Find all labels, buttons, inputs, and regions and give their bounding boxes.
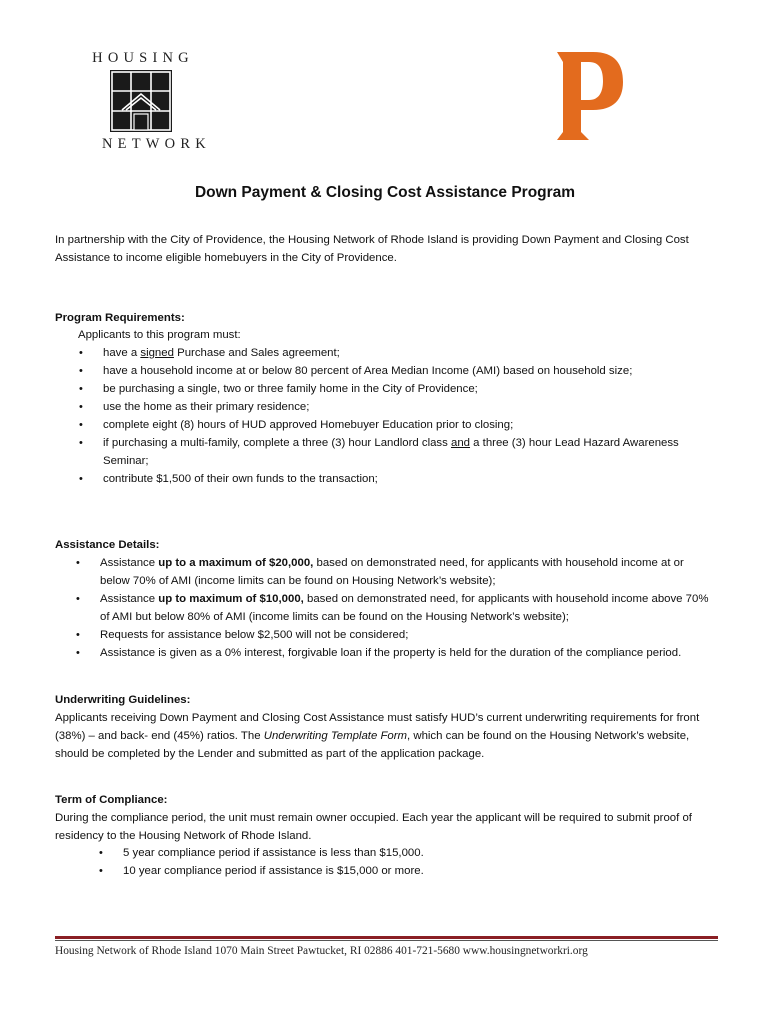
logo-top-text: HOUSING — [92, 50, 194, 66]
footer-divider-thin — [55, 940, 718, 941]
requirements-heading: Program Requirements: — [55, 312, 185, 324]
compliance-heading: Term of Compliance: — [55, 794, 168, 806]
list-item: • use the home as their primary residence; — [103, 398, 713, 416]
logo-house-icon — [110, 70, 172, 132]
compliance-list — [123, 844, 713, 880]
logo-bottom-text: NETWORK — [102, 136, 211, 152]
assistance-heading: Assistance Details: — [55, 539, 160, 551]
list-item: • Assistance up to maximum of $10,000, based on demonstrated need, for applicants with household income above 70% of AMI but below 80% of AMI (income limits can be found on the Housing Network’s website); — [100, 590, 715, 626]
underwriting-heading: Underwriting Guidelines: — [55, 694, 191, 706]
footer-contact: Housing Network of Rhode Island 1070 Main Street Pawtucket, RI 02886 401-721-5680 www.housingnetworkri.org — [55, 945, 588, 957]
footer-divider — [55, 936, 718, 939]
housing-network-logo — [58, 50, 228, 154]
list-item: • Assistance up to a maximum of $20,000, based on demonstrated need, for applicants with household income at or below 70% of AMI (income limits can be found on Housing Network’s website); — [100, 554, 715, 590]
page-title: Down Payment & Closing Cost Assistance Program — [194, 184, 576, 201]
list-item: • Requests for assistance below $2,500 will not be considered; — [100, 626, 715, 644]
intro-paragraph: In partnership with the City of Providence, the Housing Network of Rhode Island is providing Down Payment and Closing Cost Assistance to income eligible homebuyers in the City of Providence. — [55, 234, 689, 264]
list-item: • if purchasing a multi-family, complete a three (3) hour Landlord class and a three (3) hour Lead Hazard Awareness Seminar; — [103, 434, 713, 470]
list-item: • Assistance is given as a 0% interest, forgivable loan if the property is held for the duration of the compliance period. — [100, 644, 715, 662]
list-item: • 10 year compliance period if assistance is $15,000 or more. — [123, 862, 713, 880]
underwriting-paragraph: Applicants receiving Down Payment and Closing Cost Assistance must satisfy HUD’s current underwriting requirements for front (38%) – and back- end (45%) ratios. The Underwriting Template Form, which can be found on the Housing Network’s website, should be completed by the Lender and submitted as part of the application package. — [55, 712, 700, 760]
compliance-paragraph: During the compliance period, the unit must remain owner occupied. Each year the applicant will be required to submit proof of residency to the Housing Network of Rhode Island. — [55, 812, 692, 842]
list-item: • complete eight (8) hours of HUD approved Homebuyer Education prior to closing; — [103, 416, 713, 434]
requirements-list — [103, 344, 713, 488]
list-item: • have a signed Purchase and Sales agreement; — [103, 344, 713, 362]
list-item: • be purchasing a single, two or three family home in the City of Providence; — [103, 380, 713, 398]
requirements-lead: Applicants to this program must: — [78, 329, 241, 341]
list-item: • contribute $1,500 of their own funds to the transaction; — [103, 470, 713, 488]
list-item: • 5 year compliance period if assistance is less than $15,000. — [123, 844, 713, 862]
assistance-list — [100, 554, 715, 662]
list-item: • have a household income at or below 80 percent of Area Median Income (AMI) based on household size; — [103, 362, 713, 380]
providence-p-logo — [553, 48, 625, 144]
